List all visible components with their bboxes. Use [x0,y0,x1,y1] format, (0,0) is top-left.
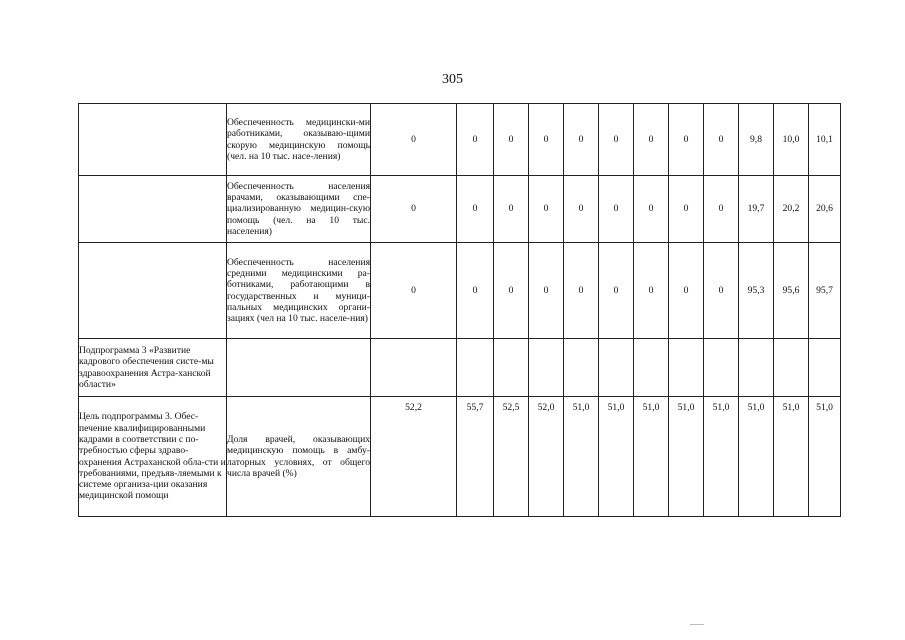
value-cell: 0 [529,104,564,176]
indicators-table [78,103,841,517]
page-number: 305 [442,72,463,87]
table-body [79,104,841,517]
value-cell: 0 [494,104,529,176]
value-cell [634,339,669,397]
value-cell: 0 [669,176,704,243]
value-cell: 20,2 [774,176,809,243]
value-cell: 95,7 [809,243,841,339]
value-cell: 0 [371,243,457,339]
indicator-cell [227,339,371,397]
value-cell: 51,0 [809,397,841,517]
value-cell: 0 [529,176,564,243]
value-cell: 0 [634,243,669,339]
table-row [79,397,841,517]
goal-cell: Цель подпрограммы 3. Обес-печение квалифицированными кадрами в соответствии с по-требностью сферы здраво-охранения Астраханской обла-сти и требованиями, предъяв-ляемыми к системе организа-ции оказания медицинской помощи [79,397,227,517]
value-cell: 0 [529,243,564,339]
value-cell: 19,7 [739,176,774,243]
value-cell: 51,0 [564,397,599,517]
value-cell [564,339,599,397]
value-cell: 20,6 [809,176,841,243]
value-cell: 0 [599,243,634,339]
value-cell [669,339,704,397]
value-cell: 0 [599,104,634,176]
scan-mark [690,624,704,625]
value-cell: 52,5 [494,397,529,517]
value-cell: 0 [634,104,669,176]
value-cell [809,339,841,397]
table-row [79,339,841,397]
value-cell: 95,3 [739,243,774,339]
value-cell: 9,8 [739,104,774,176]
value-cell: 51,0 [634,397,669,517]
value-cell: 0 [494,243,529,339]
value-cell: 10,0 [774,104,809,176]
value-cell: 0 [669,104,704,176]
indicator-cell: Обеспеченность населения средними медицинскими ра-ботниками, работающими в государственных и муници-пальных медицинских органи-зациях (чел на 10 тыс. населе-ния) [227,243,371,339]
value-cell [494,339,529,397]
value-cell: 0 [371,104,457,176]
value-cell: 0 [669,243,704,339]
goal-cell [79,104,227,176]
value-cell: 0 [457,243,494,339]
value-cell: 51,0 [739,397,774,517]
value-cell: 0 [634,176,669,243]
indicator-cell: Обеспеченность населения врачами, оказывающими спе-циализированную медицин-скую помощь (чел. на 10 тыс. населения) [227,176,371,243]
value-cell: 52,2 [371,397,457,517]
value-cell: 0 [371,176,457,243]
value-cell: 51,0 [704,397,739,517]
goal-cell [79,176,227,243]
value-cell: 52,0 [529,397,564,517]
value-cell [599,339,634,397]
value-cell [529,339,564,397]
value-cell [371,339,457,397]
value-cell: 51,0 [774,397,809,517]
value-cell: 55,7 [457,397,494,517]
value-cell: 95,6 [774,243,809,339]
value-cell: 0 [599,176,634,243]
value-cell [704,339,739,397]
value-cell: 0 [457,176,494,243]
value-cell: 0 [704,243,739,339]
value-cell: 0 [564,104,599,176]
value-cell [774,339,809,397]
value-cell: 0 [564,243,599,339]
indicator-cell: Обеспеченность медицински-ми работниками, оказываю-щими скорую медицинскую помощь (чел. на 10 тыс. насе-ления) [227,104,371,176]
value-cell [739,339,774,397]
value-cell: 0 [704,176,739,243]
value-cell: 51,0 [669,397,704,517]
value-cell: 10,1 [809,104,841,176]
value-cell: 51,0 [599,397,634,517]
value-cell: 0 [564,176,599,243]
table-row [79,243,841,339]
value-cell: 0 [457,104,494,176]
goal-cell: Подпрограмма 3 «Развитие кадрового обеспечения систе-мы здравоохранения Астра-ханской области» [79,339,227,397]
table-row [79,176,841,243]
value-cell: 0 [494,176,529,243]
indicator-cell: Доля врачей, оказывающих медицинскую помощь в амбу-латорных условиях, от общего числа врачей (%) [227,397,371,517]
table-row [79,104,841,176]
goal-cell [79,243,227,339]
value-cell [457,339,494,397]
value-cell: 0 [704,104,739,176]
